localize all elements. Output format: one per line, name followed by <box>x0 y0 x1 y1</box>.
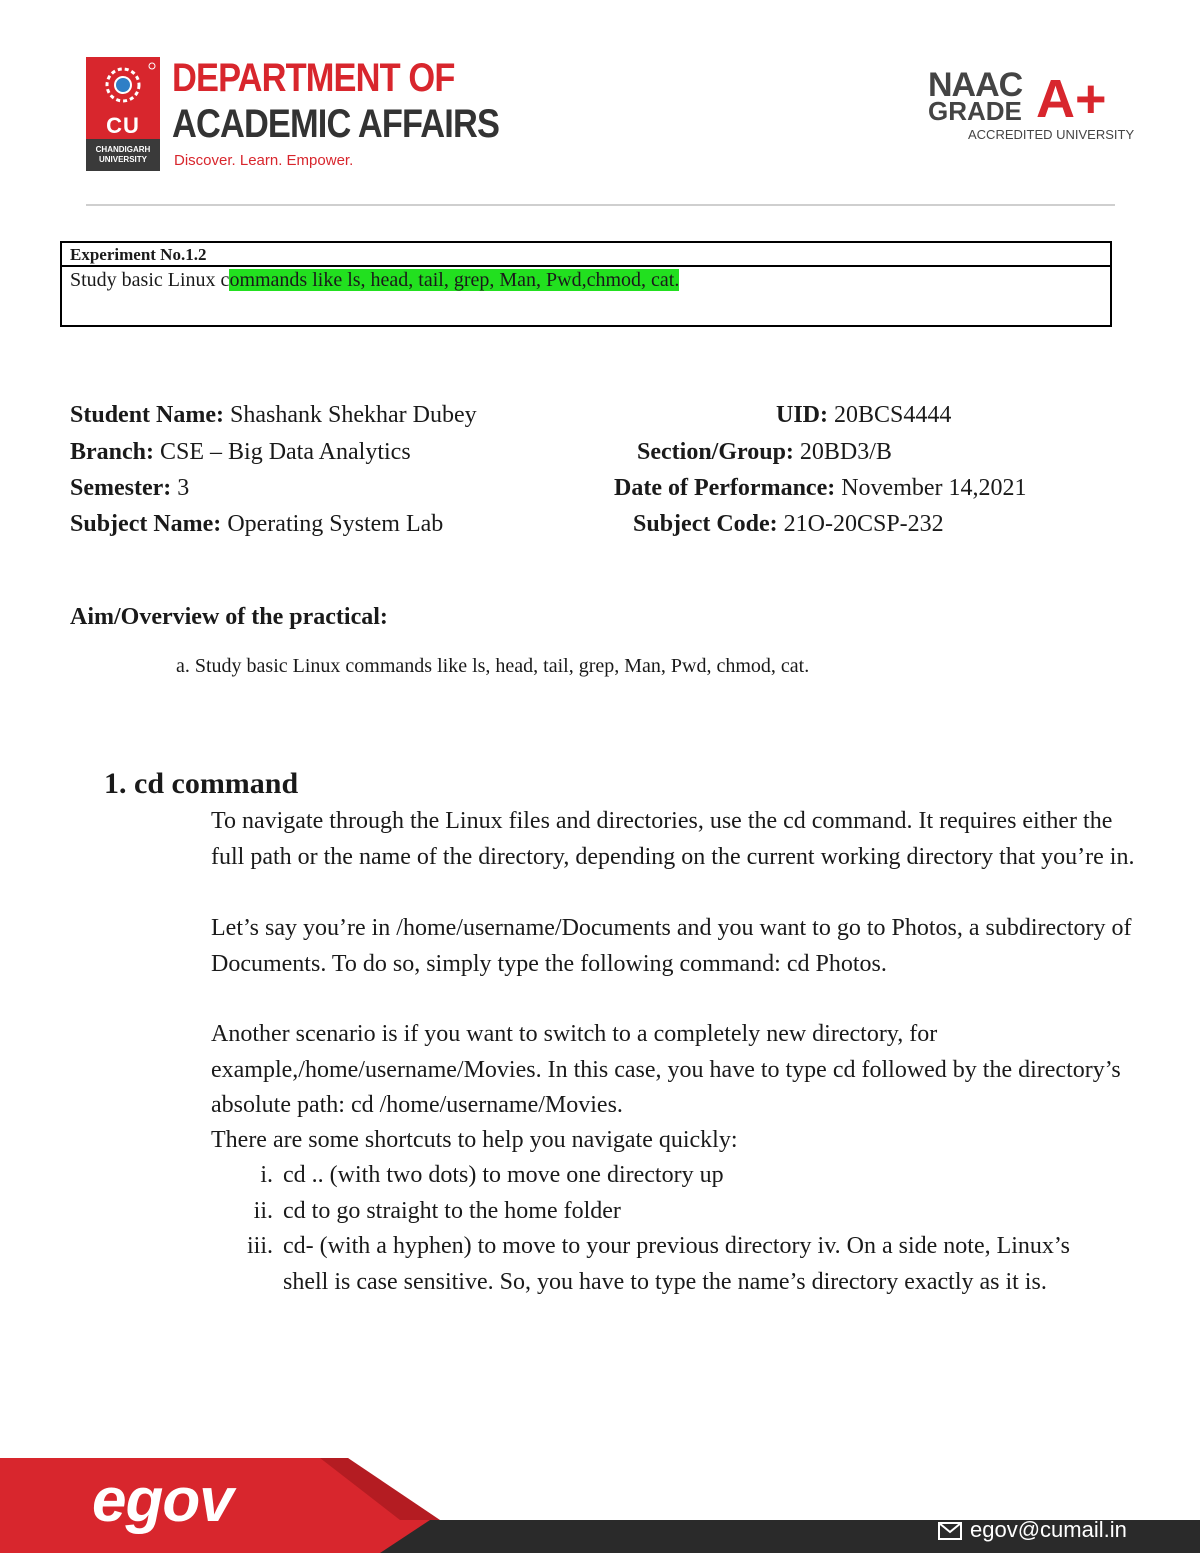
section-label: Section/Group: <box>637 439 794 465</box>
student-name-value: Shashank Shekhar Dubey <box>224 402 477 428</box>
code-value: 21O-20CSP-232 <box>777 511 944 537</box>
paragraph: Another scenario is if you want to switch to a completely new directory, for example,/home/username/Movies. In this case, you have to type cd followed by the directory’s absolute path: cd /home/username/Movies. <box>211 1021 1121 1118</box>
emblem-icon <box>86 57 160 113</box>
paragraph: There are some shortcuts to help you navigate quickly: <box>211 1127 738 1153</box>
accredited-label: ACCREDITED UNIVERSITY <box>968 127 1135 142</box>
code-label: Subject Code: <box>633 511 778 537</box>
list-number: ii. <box>253 1197 273 1224</box>
shortcut-list <box>211 1158 1111 1300</box>
semester-label: Semester: <box>70 475 172 501</box>
subject-label: Subject Name: <box>70 511 222 537</box>
experiment-divider <box>62 265 1110 267</box>
branch-label: Branch: <box>70 439 154 465</box>
subject-value: Operating System Lab <box>221 511 444 537</box>
university-logo <box>86 57 160 171</box>
section-group <box>637 439 892 466</box>
experiment-title-highlight: ommands like ls, head, tail, grep, Man, Pwd,chmod, cat. <box>229 269 680 291</box>
subject-name <box>70 511 443 538</box>
list-item <box>211 1229 1111 1300</box>
date-of-performance <box>614 475 1027 502</box>
student-name-label: Student Name: <box>70 402 224 428</box>
branch-value: CSE – Big Data Analytics <box>154 439 411 465</box>
branch <box>70 439 411 466</box>
uid-label: UID: <box>776 402 828 428</box>
naac-label: NAAC <box>928 66 1023 104</box>
date-value: November 14,2021 <box>835 475 1027 501</box>
grade-label: GRADE <box>928 96 1022 126</box>
semester-value: 3 <box>171 475 190 501</box>
list-text: cd .. (with two dots) to move one directory up <box>283 1162 724 1188</box>
student-name <box>70 402 477 429</box>
semester <box>70 475 189 502</box>
list-item <box>211 1194 1111 1230</box>
department-title: DEPARTMENT OF <box>172 56 455 100</box>
subject-code <box>633 511 944 538</box>
list-number: iii. <box>246 1233 273 1259</box>
experiment-box <box>60 241 1112 327</box>
logo-university-text: CHANDIGARH UNIVERSITY <box>86 139 160 171</box>
grade-value: A+ <box>1036 69 1107 129</box>
paragraph: Let’s say you’re in /home/username/Documents and you want to go to Photos, a subdirectory of Documents. To do so, simply type the following command: cd Photos. <box>211 915 1132 977</box>
list-text: cd to go straight to the home folder <box>283 1197 621 1224</box>
footer-email[interactable]: egov@cumail.in <box>970 1517 1127 1542</box>
date-label: Date of Performance: <box>614 475 836 501</box>
tagline: Discover. Learn. Empower. <box>174 152 354 169</box>
uid <box>776 402 951 429</box>
paragraph: To navigate through the Linux files and directories, use the cd command. It requires either the full path or the name of the directory, depending on the current working directory that you’re in. <box>211 808 1135 870</box>
aim-heading: Aim/Overview of the practical: <box>70 604 388 630</box>
section-heading: 1. cd command <box>104 767 299 800</box>
mail-icon <box>938 1522 962 1540</box>
egov-logo: egov <box>92 1466 233 1535</box>
experiment-heading: Experiment No.1.2 <box>70 245 207 264</box>
header-divider <box>86 204 1115 206</box>
list-text: cd- (with a hyphen) to move to your previous directory iv. On a side note, Linux’s shell is case sensitive. So, you have to type the name’s directory exactly as it is. <box>283 1233 1070 1295</box>
list-item <box>211 1158 1111 1194</box>
experiment-title-plain: Study basic Linux c <box>70 269 230 291</box>
experiment-title <box>70 269 679 292</box>
section-value: 20BD3/B <box>793 439 892 465</box>
aim-item: a. Study basic Linux commands like ls, head, tail, grep, Man, Pwd, chmod, cat. <box>176 655 810 677</box>
uid-value: 20BCS4444 <box>828 402 952 428</box>
list-number: i. <box>260 1162 273 1188</box>
logo-cu-text: CU <box>106 113 140 138</box>
department-subtitle: ACADEMIC AFFAIRS <box>172 102 500 146</box>
